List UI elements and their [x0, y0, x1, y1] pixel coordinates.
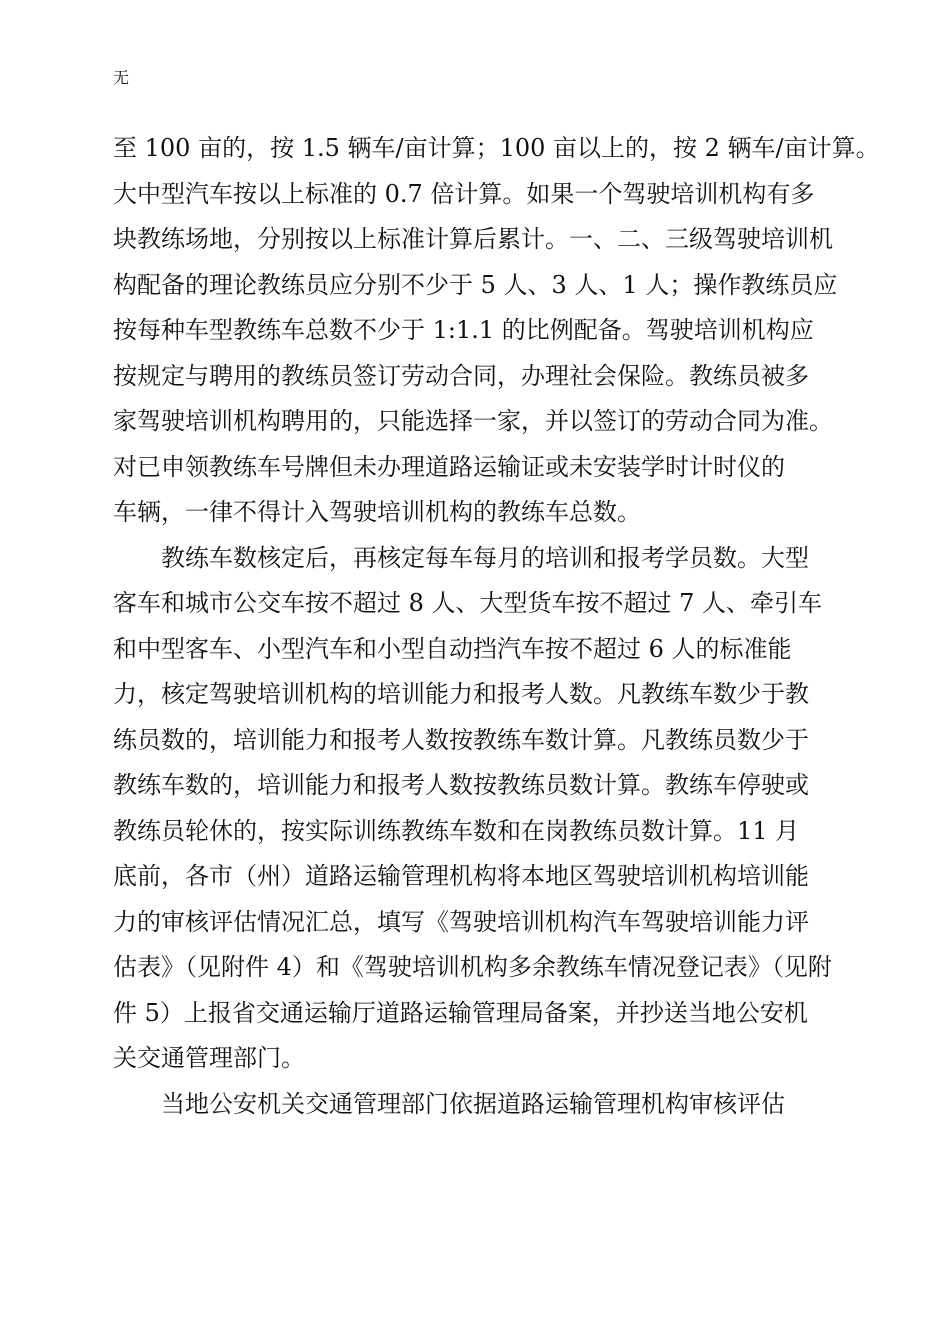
text-line: 当地公安机关交通管理部门依据道路运输管理机构审核评估	[161, 1089, 785, 1118]
text-line: 对已申领教练车号牌但未办理道路运输证或未安装学时计时仪的	[113, 452, 785, 481]
text-line: 教练员轮休的，按实际训练教练车数和在岗教练员数计算。11 月	[113, 816, 800, 845]
text-line: 力，核定驾驶培训机构的培训能力和报考人数。凡教练车数少于教	[113, 680, 809, 708]
text-line: 和中型客车、小型汽车和小型自动挡汽车按不超过 6 人的标准能	[113, 634, 792, 663]
text-line: 估表》（见附件 4）和《驾驶培训机构多余教练车情况登记表》（见附	[113, 953, 832, 981]
text-line: 块教练场地，分别按以上标准计算后累计。一、二、三级驾驶培训机	[113, 225, 833, 253]
page-header: 无	[113, 68, 130, 87]
text-line: 底前，各市（州）道路运输管理机构将本地区驾驶培训机构培训能	[113, 862, 809, 890]
text-line: 至 100 亩的，按 1.5 辆车/亩计算；100 亩以上的，按 2 辆车/亩计算。	[113, 134, 880, 162]
text-line: 练员数的，培训能力和报考人数按教练车数计算。凡教练员数少于	[113, 725, 809, 754]
text-line: 件 5）上报省交通运输厅道路运输管理局备案，并抄送当地公安机	[113, 998, 808, 1027]
document-body	[113, 126, 880, 1127]
text-line: 大中型汽车按以上标准的 0.7 倍计算。如果一个驾驶培训机构有多	[113, 179, 815, 208]
text-line: 构配备的理论教练员应分别不少于 5 人、3 人、1 人；操作教练员应	[113, 270, 838, 299]
text-line: 力的审核评估情况汇总，填写《驾驶培训机构汽车驾驶培训能力评	[113, 907, 809, 936]
text-line: 客车和城市公交车按不超过 8 人、大型货车按不超过 7 人、牵引车	[113, 589, 823, 617]
text-line: 车辆，一律不得计入驾驶培训机构的教练车总数。	[113, 498, 641, 526]
text-line: 按规定与聘用的教练员签订劳动合同，办理社会保险。教练员被多	[113, 361, 809, 390]
paragraph-3	[113, 1082, 853, 1128]
text-line: 家驾驶培训机构聘用的，只能选择一家，并以签订的劳动合同为准。	[113, 407, 833, 435]
text-line: 教练车数的，培训能力和报考人数按教练员数计算。教练车停驶或	[113, 771, 809, 799]
paragraph-2	[113, 536, 853, 1082]
text-line: 教练车数核定后，再核定每车每月的培训和报考学员数。大型	[161, 543, 809, 572]
paragraph-1	[113, 126, 880, 536]
text-line: 关交通管理部门。	[113, 1044, 305, 1072]
text-line: 按每种车型教练车总数不少于 1:1.1 的比例配备。驾驶培训机构应	[113, 316, 814, 344]
